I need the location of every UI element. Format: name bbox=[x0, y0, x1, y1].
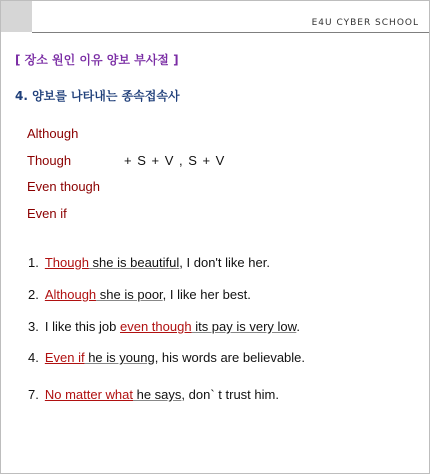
brand-label: E4U CYBER SCHOOL bbox=[311, 18, 419, 28]
clause-text: she is beautiful bbox=[88, 255, 180, 270]
highlighted-conjunction: Although bbox=[44, 287, 97, 302]
header-bar bbox=[32, 1, 429, 33]
conjunction-even-though: Even though bbox=[27, 179, 101, 194]
clause-text: she is poor bbox=[96, 287, 163, 302]
sentence-number: 7. bbox=[28, 387, 39, 402]
highlighted-conjunction: Even if bbox=[44, 350, 85, 365]
highlighted-conjunction: No matter what bbox=[44, 387, 133, 402]
sentence-rest: . bbox=[296, 319, 300, 334]
conjunction-though: Though bbox=[27, 153, 72, 168]
subheading: 4. 양보를 나타내는 종속접속사 bbox=[15, 89, 180, 103]
sentence-number: 3. bbox=[28, 319, 39, 334]
clause-text: he says bbox=[133, 387, 182, 402]
sentence-rest: , don` t trust him. bbox=[181, 387, 279, 402]
conjunction-even-if: Even if bbox=[27, 206, 67, 221]
example-sentence bbox=[28, 319, 300, 334]
conjunction-although: Although bbox=[27, 126, 79, 141]
example-sentence bbox=[28, 387, 279, 402]
example-sentence bbox=[28, 350, 305, 365]
clause-text: its pay is very low bbox=[191, 319, 297, 334]
sentence-prefix: I like this job bbox=[44, 319, 120, 334]
highlighted-conjunction: even though bbox=[120, 319, 192, 334]
example-sentence bbox=[28, 287, 251, 302]
sentence-number: 1. bbox=[28, 255, 39, 270]
sentence-number: 2. bbox=[28, 287, 39, 302]
structure-formula: + S + V , S + V bbox=[124, 153, 225, 168]
sentence-number: 4. bbox=[28, 350, 39, 365]
highlighted-conjunction: Though bbox=[44, 255, 89, 270]
sentence-rest: , his words are believable. bbox=[154, 350, 306, 365]
section-title: [ 장소 원인 이유 양보 부사절 ] bbox=[15, 53, 179, 67]
example-sentence bbox=[28, 255, 270, 270]
sentence-rest: , I like her best. bbox=[162, 287, 251, 302]
sentence-rest: , I don't like her. bbox=[179, 255, 270, 270]
clause-text: he is young bbox=[84, 350, 155, 365]
corner-block bbox=[1, 1, 32, 32]
